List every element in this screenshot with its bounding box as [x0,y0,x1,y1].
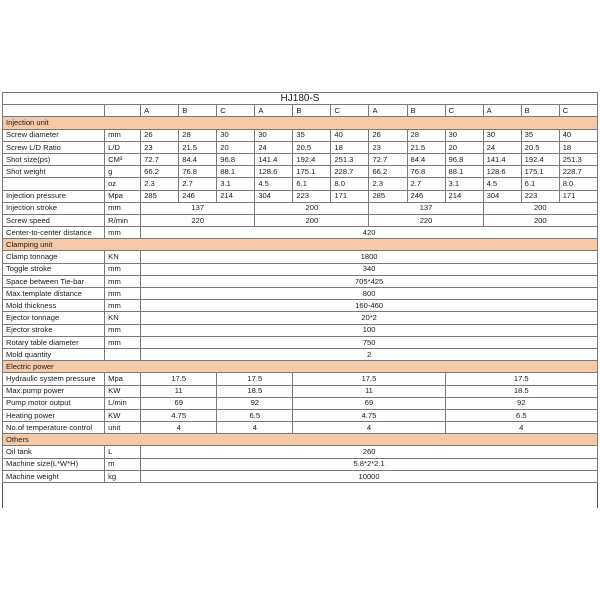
value-cell: 92 [445,397,597,409]
table-row [3,263,598,275]
variant-header-cell: C [559,105,597,117]
row-label: Shot size(ps) [3,153,105,165]
section-row-others [3,434,598,446]
row-label: Shot weight [3,166,105,178]
row-label: No.of temperature control [3,422,105,434]
row-unit: L/min [105,397,141,409]
row-unit: L [105,446,141,458]
value-cell: 30 [445,129,483,141]
variant-header-row [3,105,598,117]
value-cell: 800 [141,288,598,300]
value-cell: 18 [331,141,369,153]
value-cell: 304 [483,190,521,202]
variant-header-cell: A [141,105,179,117]
value-cell: 128.6 [483,166,521,178]
value-cell: 6.1 [293,178,331,190]
row-unit: mm [105,300,141,312]
header-blank-cell [3,105,105,117]
value-cell: 171 [331,190,369,202]
value-cell: 66.2 [369,166,407,178]
value-cell: 28 [179,129,217,141]
row-unit: m [105,458,141,470]
row-label: Toggle stroke [3,263,105,275]
value-cell: 76.8 [179,166,217,178]
row-unit: CM³ [105,153,141,165]
row-unit: mm [105,202,141,214]
table-row [3,470,598,482]
group-value-cell: 200 [483,202,597,214]
variant-header-cell: B [293,105,331,117]
table-row [3,288,598,300]
value-cell: 175.1 [293,166,331,178]
table-row [3,227,598,239]
table-row [3,141,598,153]
table-row [3,422,598,434]
row-label: Heating power [3,409,105,421]
value-cell: 20 [445,141,483,153]
value-cell: 141.4 [483,153,521,165]
section-row-electric [3,361,598,373]
value-cell: 3.1 [217,178,255,190]
table-row [3,348,598,360]
value-cell: 28 [407,129,445,141]
value-cell: 128.6 [255,166,293,178]
table-row [3,153,598,165]
row-label: Max.pump power [3,385,105,397]
row-unit [105,348,141,360]
row-label: Space between Tie-bar [3,275,105,287]
value-cell: 2.3 [141,178,179,190]
row-unit: mm [105,324,141,336]
value-cell: 223 [293,190,331,202]
value-cell: 2 [141,348,598,360]
table-row [3,275,598,287]
group-value-cell: 137 [141,202,255,214]
value-cell: 66.2 [141,166,179,178]
value-cell: 175.1 [521,166,559,178]
value-cell: 69 [141,397,217,409]
row-unit: kg [105,470,141,482]
value-cell: 20 [217,141,255,153]
row-label [3,178,105,190]
value-cell: 228.7 [559,166,597,178]
value-cell: 2.7 [407,178,445,190]
row-unit: R/min [105,214,141,226]
value-cell: 260 [141,446,598,458]
value-cell: 160-460 [141,300,598,312]
section-title: Clamping unit [3,239,598,251]
value-cell: 88.1 [445,166,483,178]
value-cell: 141.4 [255,153,293,165]
row-label: Injection stroke [3,202,105,214]
table-row [3,446,598,458]
value-cell: 17.5 [217,373,293,385]
table-row [3,385,598,397]
table-row [3,300,598,312]
value-cell: 18.5 [217,385,293,397]
value-cell: 4.5 [255,178,293,190]
row-unit: KN [105,312,141,324]
table-row [3,458,598,470]
value-cell: 84.4 [407,153,445,165]
table-row [3,129,598,141]
value-cell: 2.7 [179,178,217,190]
value-cell: 420 [141,227,598,239]
section-title: Others [3,434,598,446]
value-cell: 4 [293,422,445,434]
row-unit: mm [105,288,141,300]
variant-header-cell: B [407,105,445,117]
variant-header-cell: B [521,105,559,117]
value-cell: 4.75 [141,409,217,421]
table-row [3,202,598,214]
value-cell: 96.8 [445,153,483,165]
table-row [3,251,598,263]
row-label: Screw L/D Ratio [3,141,105,153]
value-cell: 84.4 [179,153,217,165]
variant-header-cell: B [179,105,217,117]
value-cell: 21.5 [179,141,217,153]
group-value-cell: 220 [141,214,255,226]
value-cell: 26 [141,129,179,141]
row-unit: mm [105,227,141,239]
spec-table [2,92,598,483]
value-cell: 23 [369,141,407,153]
value-cell: 246 [407,190,445,202]
table-row [3,324,598,336]
value-cell: 30 [255,129,293,141]
table-row [3,190,598,202]
value-cell: 285 [369,190,407,202]
value-cell: 69 [293,397,445,409]
value-cell: 96.8 [217,153,255,165]
value-cell: 214 [445,190,483,202]
value-cell: 17.5 [293,373,445,385]
variant-header-cell: C [217,105,255,117]
row-label: Mold thickness [3,300,105,312]
row-label: Machine size(L*W*H) [3,458,105,470]
value-cell: 11 [293,385,445,397]
section-title: Injection unit [3,117,598,129]
value-cell: 26 [369,129,407,141]
row-label: Machine weight [3,470,105,482]
table-row [3,409,598,421]
row-label: Max.template distance [3,288,105,300]
page-title: HJ180-S [3,93,598,105]
row-unit: mm [105,263,141,275]
value-cell: 35 [521,129,559,141]
value-cell: 6.5 [445,409,597,421]
variant-header-cell: A [483,105,521,117]
row-unit: KN [105,251,141,263]
row-label: Clamp tonnage [3,251,105,263]
group-value-cell: 220 [369,214,483,226]
value-cell: 228.7 [331,166,369,178]
value-cell: 72.7 [141,153,179,165]
value-cell: 20*2 [141,312,598,324]
value-cell: 2.3 [369,178,407,190]
value-cell: 17.5 [445,373,597,385]
value-cell: 17.5 [141,373,217,385]
value-cell: 251.3 [331,153,369,165]
value-cell: 304 [255,190,293,202]
value-cell: 285 [141,190,179,202]
value-cell: 4.75 [293,409,445,421]
row-unit: oz [105,178,141,190]
value-cell: 30 [483,129,521,141]
value-cell: 20.5 [293,141,331,153]
row-unit: L/D [105,141,141,153]
value-cell: 76.8 [407,166,445,178]
value-cell: 18.5 [445,385,597,397]
value-cell: 340 [141,263,598,275]
value-cell: 11 [141,385,217,397]
row-unit: KW [105,385,141,397]
section-row-injection [3,117,598,129]
row-unit: mm [105,336,141,348]
row-label: Mold quantity [3,348,105,360]
value-cell: 246 [179,190,217,202]
value-cell: 88.1 [217,166,255,178]
value-cell: 171 [559,190,597,202]
value-cell: 1800 [141,251,598,263]
group-value-cell: 200 [483,214,597,226]
row-unit: mm [105,129,141,141]
group-value-cell: 137 [369,202,483,214]
value-cell: 8.0 [559,178,597,190]
value-cell: 3.1 [445,178,483,190]
row-label: Pump motor output [3,397,105,409]
value-cell: 40 [559,129,597,141]
variant-header-cell: A [369,105,407,117]
header-blank-unit-cell [105,105,141,117]
row-unit: KW [105,409,141,421]
value-cell: 18 [559,141,597,153]
variant-header-cell: C [445,105,483,117]
variant-header-cell: C [331,105,369,117]
table-row [3,336,598,348]
row-label: Rotary table diameter [3,336,105,348]
value-cell: 6.5 [217,409,293,421]
value-cell: 20.5 [521,141,559,153]
value-cell: 214 [217,190,255,202]
row-label: Ejector stroke [3,324,105,336]
row-unit: Mpa [105,190,141,202]
row-label: Ejector tonnage [3,312,105,324]
value-cell: 251.3 [559,153,597,165]
section-row-clamping [3,239,598,251]
group-value-cell: 200 [255,214,369,226]
value-cell: 30 [217,129,255,141]
row-unit: Mpa [105,373,141,385]
value-cell: 24 [483,141,521,153]
value-cell: 23 [141,141,179,153]
row-unit: mm [105,275,141,287]
group-value-cell: 200 [255,202,369,214]
value-cell: 4 [141,422,217,434]
row-label: Oil tank [3,446,105,458]
value-cell: 72.7 [369,153,407,165]
value-cell: 750 [141,336,598,348]
variant-header-cell: A [255,105,293,117]
value-cell: 6.1 [521,178,559,190]
table-row [3,214,598,226]
row-label: Injection pressure [3,190,105,202]
title-row [3,93,598,105]
table-row [3,178,598,190]
value-cell: 192.4 [521,153,559,165]
value-cell: 100 [141,324,598,336]
value-cell: 92 [217,397,293,409]
table-row [3,166,598,178]
value-cell: 8.0 [331,178,369,190]
row-unit: g [105,166,141,178]
row-label: Screw diameter [3,129,105,141]
table-row [3,397,598,409]
value-cell: 223 [521,190,559,202]
value-cell: 10000 [141,470,598,482]
table-row [3,312,598,324]
value-cell: 21.5 [407,141,445,153]
value-cell: 24 [255,141,293,153]
row-label: Hydraulic system pressure [3,373,105,385]
value-cell: 192.4 [293,153,331,165]
value-cell: 4 [217,422,293,434]
value-cell: 4 [445,422,597,434]
table-row [3,373,598,385]
value-cell: 4.5 [483,178,521,190]
row-unit: unit [105,422,141,434]
value-cell: 5.8*2*2.1 [141,458,598,470]
row-label: Center-to-center distance [3,227,105,239]
value-cell: 40 [331,129,369,141]
value-cell: 705*425 [141,275,598,287]
row-label: Screw speed [3,214,105,226]
section-title: Electric power [3,361,598,373]
value-cell: 35 [293,129,331,141]
